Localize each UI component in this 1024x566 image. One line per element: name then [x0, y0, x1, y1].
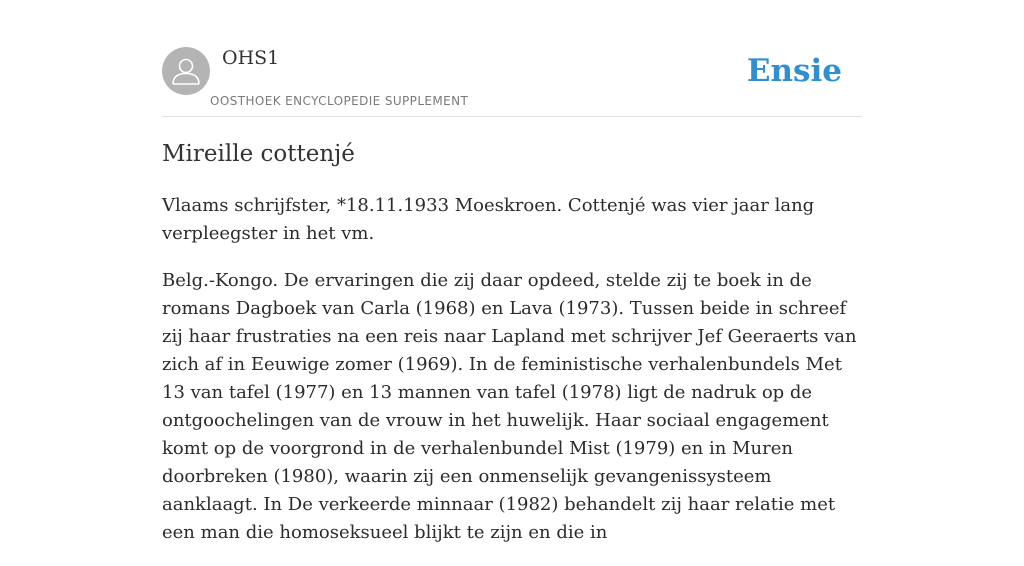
source-label[interactable]: OOSTHOEK ENCYCLOPEDIE SUPPLEMENT — [210, 94, 469, 108]
brand-logo[interactable]: Ensie — [746, 53, 842, 89]
article-title: Mireille cottenjé — [162, 141, 355, 167]
article-paragraph: Vlaams schrijfster, *18.11.1933 Moeskroen. Cottenjé was vier jaar lang verpleegster in het vm. — [162, 195, 815, 244]
article-body — [162, 192, 862, 566]
article-paragraph: Belg.-Kongo. De ervaringen die zij daar opdeed, stelde zij te boek in de romans Dagboek van Carla (1968) en Lava (1973). Tussen beide in schreef zij haar frustraties na een reis naar Lapland met schrijver Jef Geeraerts van zich af in Eeuwige zomer (1969). In de feministische verhalenbundels Met 13 van tafel (1977) en 13 mannen van tafel (1978) ligt de nadruk op de ontgoochelingen van de vrouw in het huwelijk. Haar sociaal engagement komt op de voorgrond in de verhalenbundel Mist (1979) en in Muren doorbreken (1980), waarin zij een onmenselijk gevangenissysteem aanklaagt. In De verkeerde minnaar (1982) behandelt zij haar relatie met een man die homoseksueel blijkt te zijn en die in — [162, 270, 857, 543]
user-silhouette-icon — [162, 47, 210, 95]
author-username[interactable]: OHS1 — [222, 47, 280, 69]
avatar[interactable] — [162, 47, 210, 95]
header — [162, 46, 862, 117]
